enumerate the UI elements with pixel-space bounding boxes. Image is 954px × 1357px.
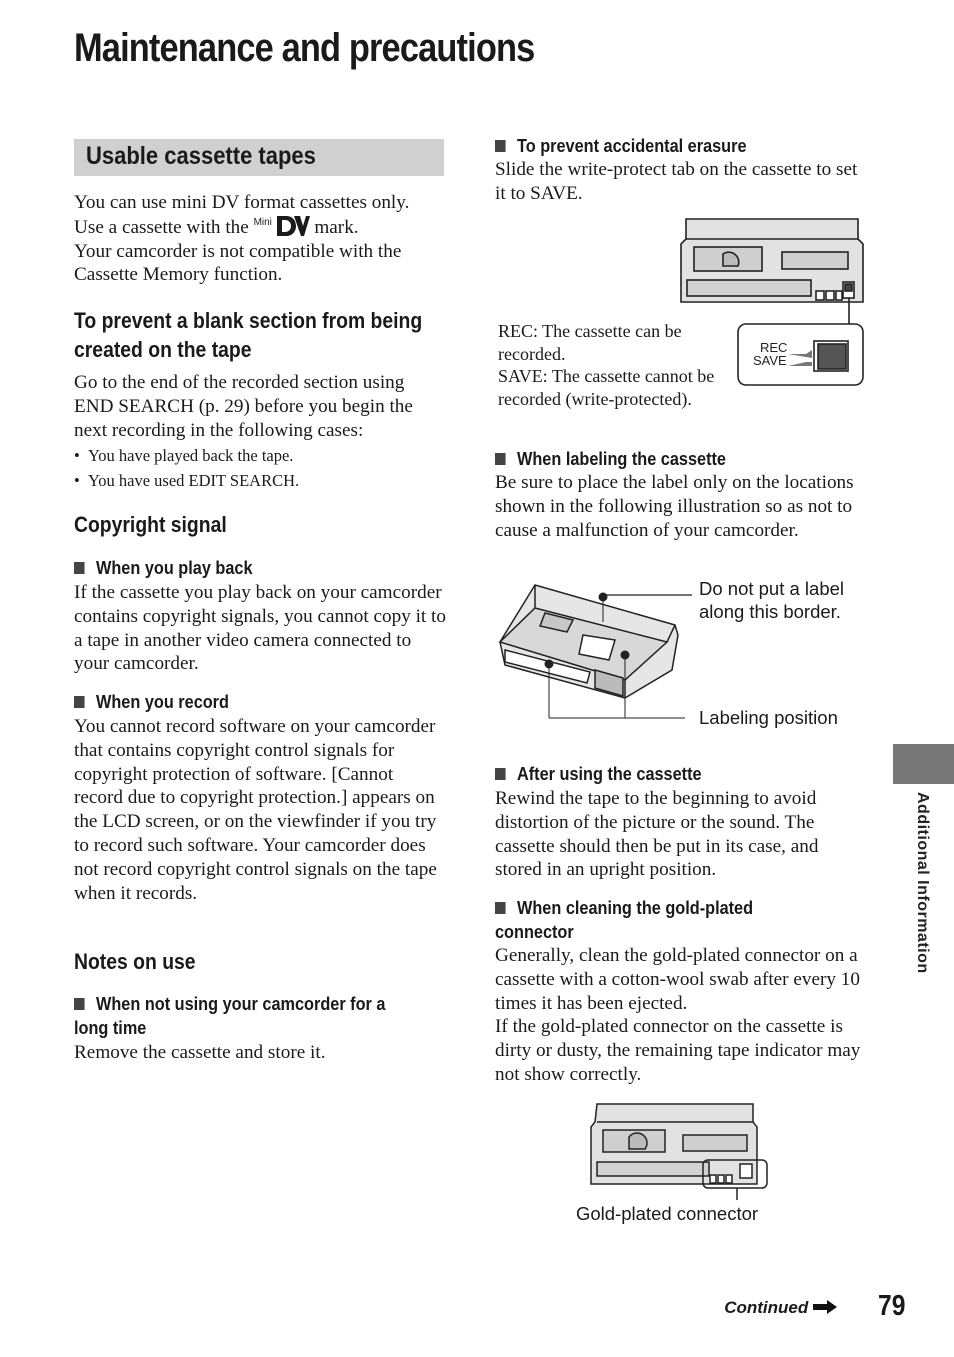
not-using-heading xyxy=(74,992,385,1040)
square-bullet-icon xyxy=(74,696,85,708)
intro-line-3: Your camcorder is not compatible with the Cassette Memory function. xyxy=(74,240,402,286)
section-header-box xyxy=(74,139,444,176)
labeling-position-callout: Labeling position xyxy=(699,707,838,728)
erasure-heading xyxy=(495,134,747,158)
rec-text: REC: The cassette can be recorded. xyxy=(498,321,682,364)
erasure-body: Slide the write-protect tab on the cassette to set it to SAVE. xyxy=(495,159,858,204)
border-callout-line-1: Do not put a label xyxy=(699,578,845,599)
not-using-body: Remove the cassette and store it. xyxy=(74,1042,326,1063)
erasure-heading-text: To prevent accidental erasure xyxy=(517,135,747,156)
labeling-heading xyxy=(495,447,726,471)
not-using-heading-line-2: long time xyxy=(74,1017,147,1038)
rec-save-explanation xyxy=(498,320,738,410)
chapter-tab-marker xyxy=(893,744,954,784)
after-use-heading-text: After using the cassette xyxy=(517,763,702,784)
border-callout-line-2: along this border. xyxy=(699,601,841,622)
cleaning-heading-line-2: connector xyxy=(495,921,574,942)
dv-logo-icon xyxy=(276,214,310,238)
minidv-logo xyxy=(254,215,310,237)
chapter-tab-label: Additional Information xyxy=(914,792,931,974)
cleaning-body-1: Generally, clean the gold-plated connector on a cassette with a cotton-wool swab after every 10 times it has been ejected. xyxy=(495,945,860,1014)
blank-section-heading: To prevent a blank section from being created on the tape xyxy=(74,308,423,362)
cleaning-body xyxy=(495,944,863,1087)
cassette-connector-figure xyxy=(585,1100,775,1202)
cleaning-body-2: If the gold-plated connector on the cassette is dirty or dusty, the remaining tape indicator may not show correctly. xyxy=(495,1016,861,1085)
intro-line-2a: Use a cassette with the xyxy=(74,216,249,238)
play-back-heading xyxy=(74,556,253,580)
switch-rec-label: REC xyxy=(760,340,788,355)
intro-line-2b: mark. xyxy=(314,216,359,238)
arrow-right-icon xyxy=(813,1300,837,1314)
notes-heading: Notes on use xyxy=(74,949,196,974)
switch-save-label: SAVE xyxy=(753,353,787,368)
not-using-heading-line-1: When not using your camcorder for a xyxy=(96,993,386,1014)
usable-tapes-text xyxy=(74,191,446,287)
page-number: 79 xyxy=(878,1290,906,1322)
cleaning-heading-line-1: When cleaning the gold-plated xyxy=(517,897,754,918)
play-back-heading-text: When you play back xyxy=(96,557,253,578)
square-bullet-icon xyxy=(495,902,506,914)
square-bullet-icon xyxy=(74,562,85,574)
border-callout-line xyxy=(600,590,695,615)
blank-section-body: Go to the end of the recorded section using END SEARCH (p. 29) before you begin the next recording in the following cases: xyxy=(74,372,413,441)
record-body: You cannot record software on your camcorder that contains copyright control signals for copyright protection of software. [Cannot record due to copyright protection.] appears on the LCD screen, or on the viewfinder if you try to record such software. Your camcorder does not record copyright control signals on the tape when it records. xyxy=(74,716,437,904)
square-bullet-icon xyxy=(495,453,506,465)
blank-section-bullets xyxy=(74,443,446,493)
page-title: Maintenance and precautions xyxy=(74,26,535,70)
logo-mini-text: Mini xyxy=(253,216,272,228)
continued-label xyxy=(700,1298,837,1318)
connector-caption: Gold-plated connector xyxy=(576,1203,759,1224)
play-back-body: If the cassette you play back on your camcorder contains copyright signals, you cannot copy it to a tape in another video camera connected to your camcorder. xyxy=(74,582,446,675)
after-use-body: Rewind the tape to the beginning to avoid distortion of the picture or the sound. The cassette should then be put in its case, and stored in an upright position. xyxy=(495,788,819,881)
save-text: SAVE: The cassette cannot be recorded (write-protected). xyxy=(498,366,715,409)
square-bullet-icon xyxy=(74,998,85,1010)
square-bullet-icon xyxy=(495,768,506,780)
square-bullet-icon xyxy=(495,140,506,152)
continued-text: Continued xyxy=(724,1298,809,1317)
bullet-item: • You have used EDIT SEARCH. xyxy=(74,468,446,493)
record-heading xyxy=(74,690,229,714)
after-use-heading xyxy=(495,762,702,786)
cleaning-heading xyxy=(495,896,753,944)
border-callout xyxy=(699,577,844,623)
bullet-item: • You have played back the tape. xyxy=(74,443,446,468)
labeling-heading-text: When labeling the cassette xyxy=(517,448,726,469)
intro-line-1: You can use mini DV format cassettes only. xyxy=(74,192,410,213)
intro-line-2 xyxy=(74,215,446,240)
copyright-heading: Copyright signal xyxy=(74,512,227,537)
record-heading-text: When you record xyxy=(96,691,229,712)
labeling-body: Be sure to place the label only on the locations shown in the following illustration so as not to cause a malfunction of your camcorder. xyxy=(495,472,854,541)
section-title: Usable cassette tapes xyxy=(86,142,316,170)
